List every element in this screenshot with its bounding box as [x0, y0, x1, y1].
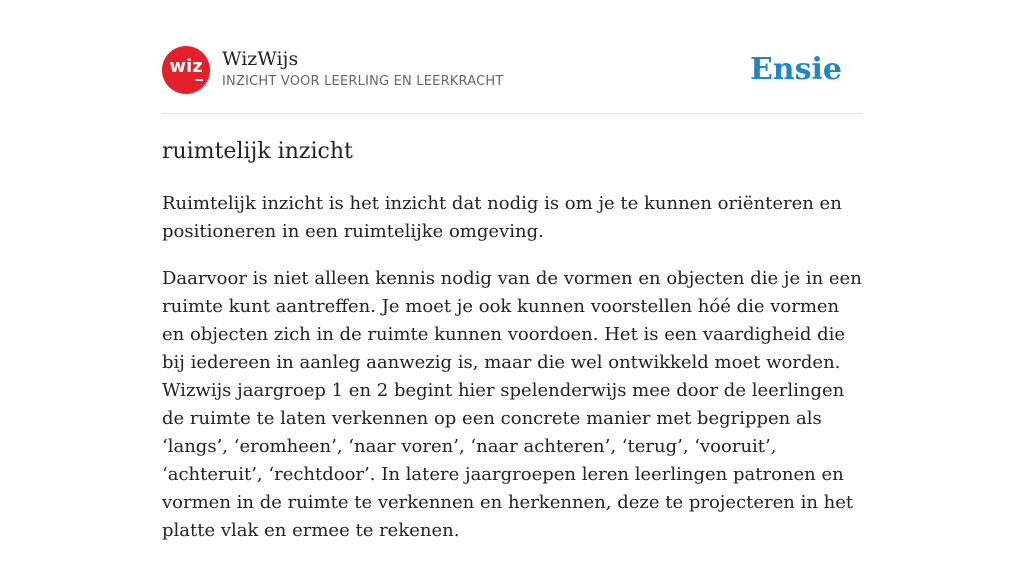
logo-text: wiz	[169, 56, 203, 77]
ensie-logo[interactable]: Ensie	[749, 52, 842, 87]
header	[162, 44, 862, 98]
paragraph-intro: Ruimtelijk inzicht is het inzicht dat nodig is om je te kunnen oriënteren en positioneren in een ruimtelijke omgeving.	[162, 193, 842, 242]
brand-tagline: INZICHT VOOR LEERLING EN LEERKRACHT	[222, 74, 504, 89]
article-body	[162, 190, 862, 564]
logo-underline	[195, 79, 203, 81]
brand-name[interactable]: WizWijs	[222, 48, 299, 70]
wizwijs-logo[interactable]	[162, 46, 210, 94]
paragraph-detail: Daarvoor is niet alleen kennis nodig van de vormen en objecten die je in een ruimte kunt aantreffen. Je moet je ook kunnen voorstellen hóé die vormen en objecten zich in de ruimte kunnen voordoen. Het is een vaardigheid die bij iedereen in aanleg aanwezig is, maar die wel ontwikkeld moet worden. Wizwijs jaargroep 1 en 2 begint hier spelenderwijs mee door de leerlingen de ruimte te laten verkennen op een concrete manier met begrippen als ‘langs’, ‘eromheen’, ‘naar voren’, ‘naar achteren’, ‘terug’, ‘vooruit’, ‘achteruit’, ‘rechtdoor’. In latere jaargroepen leren leerlingen patronen en vormen in de ruimte te verkennen en herkennen, deze te projecteren in het platte vlak en ermee te rekenen.	[162, 268, 862, 541]
page-title: ruimtelijk inzicht	[162, 139, 353, 164]
header-divider	[162, 113, 862, 114]
